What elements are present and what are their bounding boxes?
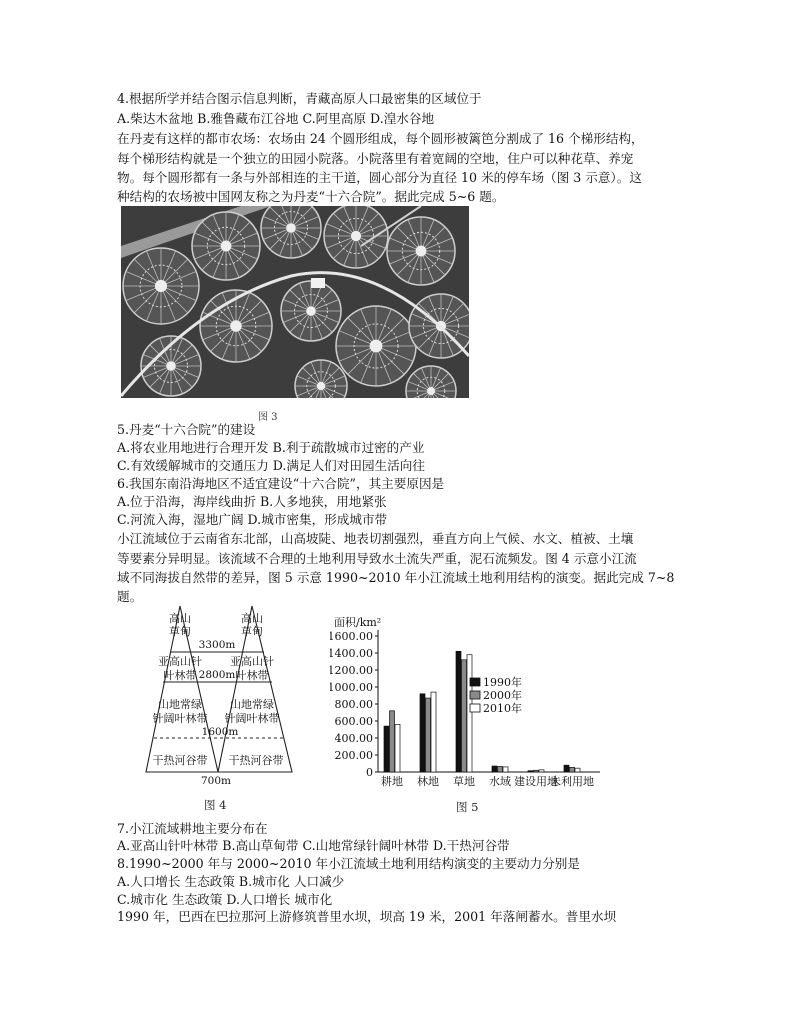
passage-1-line-4: 种结构的农场被中国网友称之为丹麦“十六合院”。据此完成 5~6 题。: [117, 189, 505, 204]
passage-1-line-2: 每个梯形结构就是一个独立的田园小院落。小院落里有着宽阔的空地，住户可以种花草、养宠: [117, 151, 634, 166]
bar-草地-2000年: [462, 660, 467, 772]
right-zone-2-line-1: 亚高山针: [230, 655, 274, 668]
bar-未利用地-2010年: [575, 768, 580, 772]
left-zone-2-line-1: 亚高山针: [158, 655, 202, 668]
circular-farm: [192, 212, 260, 280]
bar-水域-2010年: [503, 767, 508, 772]
bar-建设用地-2000年: [534, 770, 539, 772]
question-8: 8.1990~2000 年与 2000~2010 年小江流域土地利用结构演变的主要动力分别是: [117, 856, 580, 871]
x-tick-label: 水域: [489, 775, 511, 788]
figure-3-caption: 图 3: [258, 412, 278, 423]
legend-label: 2000年: [483, 689, 522, 702]
figure-5-chart: [330, 614, 620, 790]
left-zone-3-line-2: 针阔叶林带: [152, 712, 208, 725]
bar-耕地-1990年: [384, 726, 389, 772]
y-axis-label: 面积/km²: [334, 616, 382, 629]
figure-5-caption: 图 5: [456, 800, 479, 814]
bar-林地-2000年: [426, 698, 431, 772]
passage-1-line-1: 在丹麦有这样的都市农场：农场由 24 个圆形组成，每个圆形被篱笆分割成了 16 个梯形结构，: [117, 131, 644, 146]
x-tick-label: 未利用地: [550, 775, 594, 788]
legend-label: 1990年: [483, 676, 522, 689]
x-tick-label: 林地: [417, 775, 439, 788]
bar-草地-2010年: [467, 655, 472, 772]
circular-farm: [281, 281, 341, 341]
question-4: 4.根据所学并结合图示信息判断，青藏高原人口最密集的区域位于: [117, 91, 482, 106]
right-zone-2-line-2: 叶林带: [235, 669, 269, 682]
y-tick-label: 1400.00: [330, 647, 373, 660]
left-zone-4: 干热河谷带: [152, 754, 208, 767]
left-zone-2-line-2: 叶林带: [163, 669, 197, 682]
circular-farm: [387, 217, 455, 285]
land-use-bar-chart: [330, 614, 620, 790]
vertical-zones-diagram: [140, 600, 300, 805]
elevation-2800m: 2800m: [198, 669, 236, 681]
bar-未利用地-2000年: [570, 767, 575, 772]
x-tick-label: 耕地: [381, 775, 403, 788]
left-zone-1-line-1: 高山: [169, 612, 191, 625]
y-tick-label: 0: [366, 766, 373, 779]
legend-swatch: [470, 704, 480, 712]
question-5-options-ab: A.将农业用地进行合理开发 B.利于疏散城市过密的产业: [117, 440, 425, 455]
elevation-700m: 700m: [201, 775, 231, 787]
passage-3-line-1: 1990 年，巴西在巴拉那河上游修筑普里水坝，坝高 19 米，2001 年落闸蓄水。普里水坝: [117, 909, 617, 924]
bar-耕地-2000年: [390, 711, 395, 772]
passage-1-line-3: 物。每个圆形都有一条与外部相连的主干道，圆心部分为直径 10 米的停车场（图 3 示意）。这: [117, 170, 642, 185]
figure-4-caption: 图 4: [204, 798, 227, 812]
circular-farm: [123, 248, 199, 324]
circular-farm: [200, 290, 272, 362]
bar-建设用地-2010年: [539, 770, 544, 772]
question-5-options-cd: C.有效缓解城市的交通压力 D.满足人们对田园生活向往: [117, 458, 425, 473]
right-zone-1-line-2: 草甸: [241, 625, 263, 638]
question-8-options-ab: A.人口增长 生态政策 B.城市化 人口减少: [117, 874, 345, 889]
question-6: 6.我国东南沿海地区不适宜建设“十六合院”，其主要原因是: [117, 476, 445, 491]
left-zone-1-line-2: 草甸: [169, 625, 191, 638]
bar-未利用地-1990年: [564, 765, 569, 772]
y-tick-label: 400.00: [334, 732, 373, 745]
passage-2-line-3: 域不同海拔自然带的差异，图 5 示意 1990~2010 年小江流域土地利用结构的演变。据此完成 7~8: [117, 570, 675, 585]
y-tick-label: 200.00: [334, 749, 373, 762]
y-tick-label: 1600.00: [330, 630, 373, 643]
question-8-options-cd: C.城市化 生态政策 D.人口增长 城市化: [117, 892, 333, 907]
y-tick-label: 800.00: [334, 698, 373, 711]
figure-3-aerial-photo: [121, 206, 469, 398]
question-7: 7.小江流域耕地主要分布在: [117, 821, 268, 836]
y-tick-label: 600.00: [334, 715, 373, 728]
bar-林地-1990年: [420, 694, 425, 772]
figure-4-diagram: [140, 600, 300, 805]
circular-farms-illustration: [121, 206, 469, 398]
passage-2-line-2: 等要素分异明显。该流域不合理的土地利用导致水土流失严重，泥石流频发。图 4 示意小江流: [117, 551, 637, 566]
legend-swatch: [470, 691, 480, 699]
bar-水域-1990年: [492, 766, 497, 772]
circular-farm: [324, 206, 388, 268]
question-6-options-cd: C.河流入海，湿地广阔 D.城市密集，形成城市带: [117, 512, 388, 527]
passage-2-line-4: 题。: [117, 589, 143, 604]
x-tick-label: 建设用地: [514, 775, 558, 788]
building: [311, 278, 325, 288]
right-zone-1-line-1: 高山: [241, 612, 263, 625]
circular-farm: [336, 306, 416, 386]
elevation-3300m: 3300m: [198, 639, 236, 651]
x-tick-label: 草地: [453, 775, 475, 788]
right-zone-4: 干热河谷带: [228, 754, 284, 767]
bar-林地-2010年: [431, 692, 436, 772]
right-zone-3-line-2: 针阔叶林带: [224, 712, 280, 725]
question-7-options: A.亚高山针叶林带 B.高山草甸带 C.山地常绿针阔叶林带 D.干热河谷带: [117, 838, 510, 853]
bar-耕地-2010年: [395, 724, 400, 772]
bar-水域-2000年: [498, 766, 503, 772]
passage-2-line-1: 小江流域位于云南省东北部，山高坡陡、地表切割强烈，垂直方向上气候、水文、植被、土壤: [117, 531, 634, 546]
question-6-options-ab: A.位于沿海，海岸线曲折 B.人多地狭，用地紧张: [117, 494, 387, 509]
bar-草地-1990年: [456, 651, 461, 772]
legend-label: 2010年: [483, 702, 522, 715]
circular-farm: [261, 206, 321, 258]
right-zone-3-line-1: 山地常绿: [230, 698, 274, 711]
question-5: 5.丹麦“十六合院”的建设: [117, 422, 256, 437]
legend-swatch: [470, 678, 480, 686]
y-tick-label: 1000.00: [330, 681, 373, 694]
elevation-1600m: 1600m: [201, 726, 239, 738]
y-tick-label: 1200.00: [330, 664, 373, 677]
left-zone-3-line-1: 山地常绿: [158, 698, 202, 711]
question-4-options: A.柴达木盆地 B.雅鲁藏布江谷地 C.阿里高原 D.湟水谷地: [117, 111, 435, 126]
bar-建设用地-1990年: [528, 771, 533, 772]
